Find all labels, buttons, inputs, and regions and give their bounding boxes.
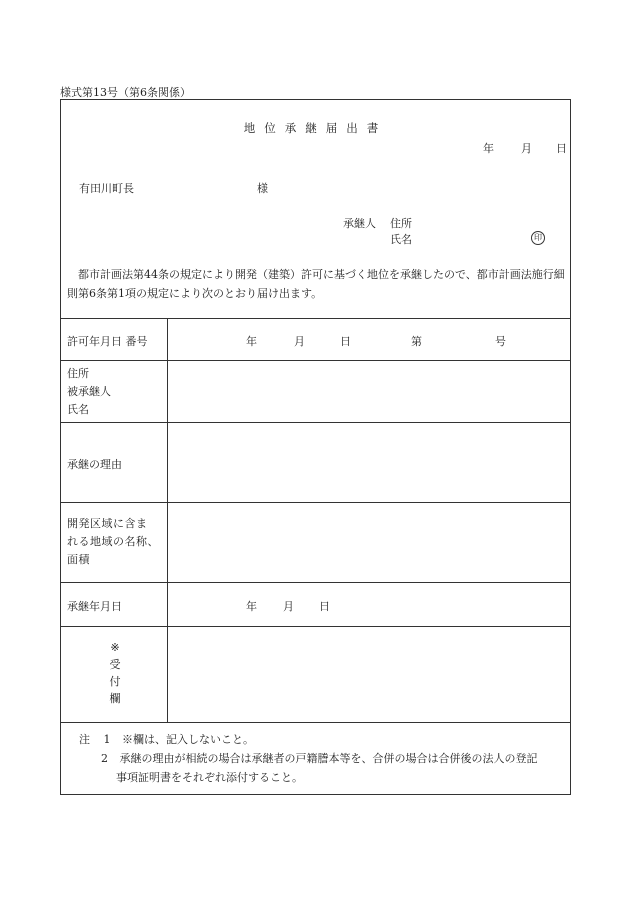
- statement-text: [67, 265, 567, 303]
- row-divider: [61, 582, 570, 583]
- development-area-label: [67, 515, 159, 569]
- development-area-line2: れる地域の名称、: [67, 535, 159, 548]
- note-item: [79, 730, 538, 749]
- notes-section: [79, 730, 538, 787]
- permit-month-label: 月: [294, 335, 305, 348]
- applicant-address-label: 住所: [390, 217, 412, 230]
- predecessor-name-label: 氏名: [67, 403, 89, 416]
- date-day-label: 日: [556, 142, 567, 155]
- permit-number-suffix: 号: [495, 335, 506, 348]
- date-month-label: 月: [521, 142, 532, 155]
- succession-year-label: 年: [246, 600, 257, 613]
- succession-month-label: 月: [283, 600, 294, 613]
- development-area-line1: 開発区域に含ま: [67, 517, 148, 530]
- addressee: 有田川町長: [79, 182, 134, 195]
- reception-char-1: 受: [109, 658, 121, 671]
- note-number: 2: [101, 752, 108, 765]
- date-year-label: 年: [483, 142, 494, 155]
- honorific: 様: [257, 182, 268, 195]
- row-divider: [61, 360, 570, 361]
- note-text: ※欄は、記入しないこと。: [122, 733, 254, 746]
- development-area-line3: 面積: [67, 553, 90, 566]
- applicant-label: 承継人: [343, 217, 376, 230]
- seal-mark: 印: [531, 231, 545, 245]
- permit-day-label: 日: [340, 335, 351, 348]
- reception-char-3: 欄: [109, 692, 121, 705]
- note-number: 1: [103, 733, 111, 746]
- reception-mark: ※: [110, 641, 120, 654]
- applicant-name-label: 氏名: [390, 233, 412, 246]
- document-title: 地位承継届出書: [243, 121, 388, 135]
- reception-column-label: [109, 639, 121, 707]
- permit-number-prefix: 第: [411, 335, 422, 348]
- succession-date-label: 承継年月日: [67, 600, 122, 613]
- reception-char-2: 付: [109, 675, 121, 688]
- column-divider: [167, 318, 168, 722]
- form-frame: [60, 99, 571, 795]
- permit-year-label: 年: [246, 335, 257, 348]
- note-text: 承継の理由が相続の場合は承継者の戸籍謄本等を、合併の場合は合併後の法人の登記: [119, 752, 538, 765]
- statement-body: 都市計画法第44条の規定により開発（建築）許可に基づく地位を承継したので、都市計画法施行細則第6条第1項の規定により次のとおり届け出ます。: [67, 268, 565, 300]
- predecessor-label-text: 被承継人: [67, 385, 111, 398]
- succession-day-label: 日: [319, 600, 330, 613]
- note-item: [79, 749, 538, 768]
- notes-prefix: 注: [79, 733, 90, 746]
- row-divider: [61, 422, 570, 423]
- row-divider: [61, 502, 570, 503]
- table-top-divider: [61, 318, 570, 319]
- predecessor-address-label: 住所: [67, 367, 89, 380]
- table-bottom-divider: [61, 722, 570, 723]
- succession-reason-label: 承継の理由: [67, 458, 122, 471]
- permit-date-number-label: 許可年月日 番号: [67, 335, 148, 348]
- form-number: 様式第13号（第6条関係）: [60, 86, 191, 99]
- predecessor-label: [67, 365, 111, 419]
- note-continuation: 事項証明書をそれぞれ添付すること。: [116, 771, 303, 784]
- row-divider: [61, 626, 570, 627]
